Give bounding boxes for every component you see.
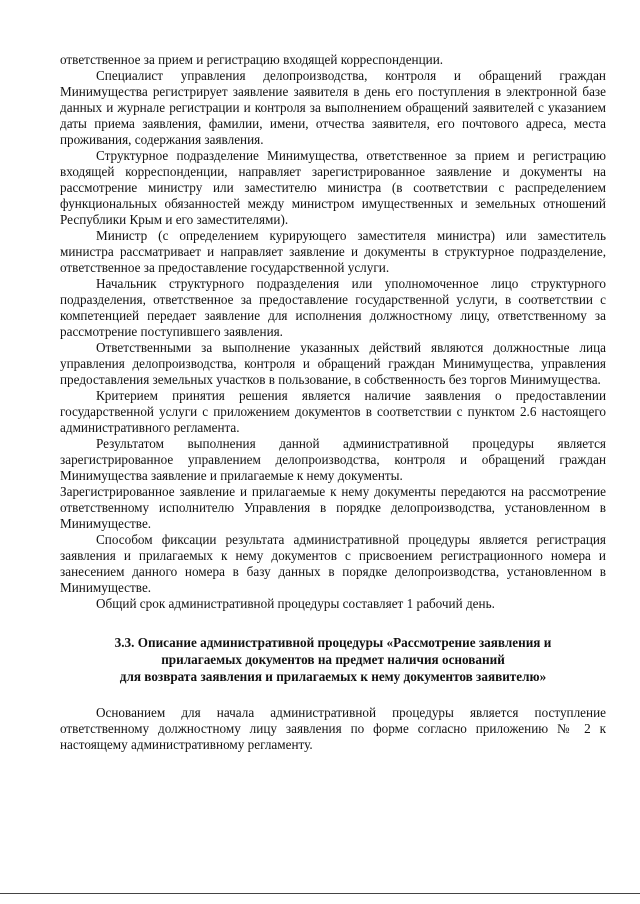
paragraph: Зарегистрированное заявление и прилагаемые к нему документы передаются на рассмотрение ответственному исполнителю Управления в порядке делопроизводства, установленном в Минимуществе.: [60, 484, 606, 531]
body-text-top: [60, 52, 606, 612]
paragraph: Структурное подразделение Минимущества, ответственное за прием и регистрацию входящей корреспонденции, направляет зарегистрированное заявление и документы на рассмотрение министру или заместителю министра (в соответствии с распределением функциональных обязанностей между министром имущественных и земельных отношений Республики Крым и его заместителями).: [60, 148, 606, 227]
paragraph: Специалист управления делопроизводства, контроля и обращений граждан Минимущества регистрирует заявление заявителя в день его поступления в электронной базе данных и журнале регистрации и контроля за выполнением обращений заявителей с указанием даты приема заявления, фамилии, имени, отчества заявителя, его почтового адреса, места проживания, содержания заявления.: [60, 68, 606, 147]
paragraph: Результатом выполнения данной административной процедуры является зарегистрированное управлением делопроизводства, контроля и обращений граждан Минимущества заявление и прилагаемые к нему документы.: [60, 436, 606, 483]
paragraph: Ответственными за выполнение указанных действий являются должностные лица управления делопроизводства, контроля и обращений граждан Минимущества, управления предоставления земельных участков в пользование, в собственность без торгов Минимущества.: [60, 340, 606, 387]
paragraph: Критерием принятия решения является наличие заявления о предоставлении государственной услуги с приложением документов в соответствии с пунктом 2.6 настоящего административного регламента.: [60, 388, 606, 435]
paragraph: ответственное за прием и регистрацию входящей корреспонденции.: [60, 52, 444, 67]
section-heading-line: прилагаемых документов на предмет наличия оснований: [161, 652, 505, 667]
paragraph: Основанием для начала административной процедуры является поступление ответственному должностному лицу заявления по форме согласно приложению № 2 к настоящему административному регламенту.: [60, 705, 606, 752]
paragraph: Общий срок административной процедуры составляет 1 рабочий день.: [96, 596, 495, 611]
section-heading-line: для возврата заявления и прилагаемых к нему документов заявителю»: [119, 669, 547, 684]
footer-rule: [0, 893, 640, 894]
section-heading: [60, 634, 606, 685]
paragraph: Министр (с определением курирующего заместителя министра) или заместитель министра рассматривает и направляет заявление и документы в структурное подразделение, ответственное за предоставление государственной услуги.: [60, 228, 606, 275]
section-heading-line: 3.3. Описание административной процедуры «Рассмотрение заявления и: [114, 635, 552, 650]
body-text-bottom: [60, 705, 606, 753]
paragraph: Начальник структурного подразделения или уполномоченное лицо структурного подразделения, ответственное за предоставление государственной услуги, в соответствии с компетенцией передает заявление для исполнения должностному лицу, ответственному за рассмотрение поступившего заявления.: [60, 276, 606, 339]
paragraph: Способом фиксации результата административной процедуры является регистрация заявления и прилагаемых к нему документов с присвоением регистрационного номера и занесением данного номера в базу данных в порядке делопроизводства, установленном в Минимуществе.: [60, 532, 606, 595]
